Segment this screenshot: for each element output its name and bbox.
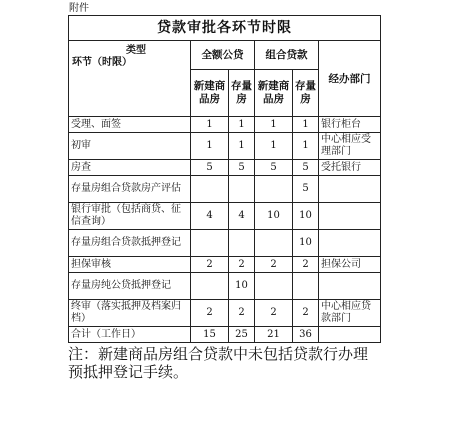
cb-existing-cell: 10 [293, 203, 319, 230]
page-title: 贷款审批各环节时限 [69, 16, 381, 41]
department-cell [319, 327, 381, 343]
pf-new-cell: 1 [191, 117, 229, 133]
table-row [69, 300, 381, 327]
cb-existing-cell: 2 [293, 300, 319, 327]
pf-existing-cell: 2 [229, 257, 255, 273]
table-row [69, 176, 381, 203]
pf-existing-cell: 10 [229, 273, 255, 300]
cb-new-cell: 1 [255, 133, 293, 160]
stage-cell: 银行审批（包括商贷、征信查询） [69, 203, 191, 230]
stage-cell: 存量房组合贷款房产评估 [69, 176, 191, 203]
cb-existing-cell: 5 [293, 176, 319, 203]
pf-existing-cell [229, 176, 255, 203]
department-cell: 担保公司 [319, 257, 381, 273]
department-cell [319, 203, 381, 230]
cb-existing-cell: 10 [293, 230, 319, 257]
table-row [69, 203, 381, 230]
table-row [69, 327, 381, 343]
header-combo-loan: 组合贷款 [255, 41, 319, 70]
pf-new-cell [191, 176, 229, 203]
table-body [69, 117, 381, 343]
cb-new-cell: 2 [255, 257, 293, 273]
stage-cell: 存量房纯公贷抵押登记 [69, 273, 191, 300]
department-cell: 受托银行 [319, 160, 381, 176]
pf-new-cell [191, 230, 229, 257]
table-row [69, 160, 381, 176]
pf-existing-cell [229, 230, 255, 257]
cb-existing-cell: 1 [293, 133, 319, 160]
stage-cell: 存量房组合贷款抵押登记 [69, 230, 191, 257]
department-cell [319, 230, 381, 257]
pf-existing-cell: 1 [229, 133, 255, 160]
stage-cell: 初审 [69, 133, 191, 160]
footnote: 注：新建商品房组合贷款中未包括贷款行办理预抵押登记手续。 [68, 345, 369, 381]
approval-time-table [68, 15, 381, 343]
pf-new-cell: 15 [191, 327, 229, 343]
stage-cell: 合计（工作日） [69, 327, 191, 343]
header-pf-new-house: 新建商品房 [191, 70, 229, 117]
cb-existing-cell [293, 273, 319, 300]
pf-existing-cell: 1 [229, 117, 255, 133]
pf-new-cell: 1 [191, 133, 229, 160]
header-stage-label: 环节（时限） [72, 57, 132, 68]
stage-cell: 终审（落实抵押及档案归档） [69, 300, 191, 327]
cb-new-cell: 21 [255, 327, 293, 343]
pf-new-cell: 5 [191, 160, 229, 176]
cb-new-cell: 5 [255, 160, 293, 176]
pf-existing-cell: 5 [229, 160, 255, 176]
table-row [69, 273, 381, 300]
pf-new-cell: 2 [191, 300, 229, 327]
header-pf-existing-house: 存量房 [229, 70, 255, 117]
table-row [69, 117, 381, 133]
header-corner-cell [69, 41, 191, 117]
stage-cell: 房查 [69, 160, 191, 176]
pf-existing-cell: 25 [229, 327, 255, 343]
cb-existing-cell: 2 [293, 257, 319, 273]
stage-cell: 担保审核 [69, 257, 191, 273]
table-row [69, 230, 381, 257]
department-cell: 中心相应贷款部门 [319, 300, 381, 327]
pf-new-cell: 4 [191, 203, 229, 230]
cb-new-cell [255, 230, 293, 257]
table-row [69, 133, 381, 160]
pf-new-cell [191, 273, 229, 300]
department-cell [319, 273, 381, 300]
department-cell: 银行柜台 [319, 117, 381, 133]
pf-existing-cell: 4 [229, 203, 255, 230]
department-cell: 中心相应受理部门 [319, 133, 381, 160]
cb-new-cell: 10 [255, 203, 293, 230]
header-department: 经办部门 [319, 41, 381, 117]
header-cb-new-house: 新建商品房 [255, 70, 293, 117]
header-cb-existing-house: 存量房 [293, 70, 319, 117]
department-cell [319, 176, 381, 203]
cb-existing-cell: 1 [293, 117, 319, 133]
cb-new-cell: 1 [255, 117, 293, 133]
header-type-label: 类型 [126, 45, 146, 56]
stage-cell: 受理、面签 [69, 117, 191, 133]
pf-existing-cell: 2 [229, 300, 255, 327]
attachment-label: 附件 [69, 3, 89, 14]
pf-new-cell: 2 [191, 257, 229, 273]
cb-new-cell [255, 273, 293, 300]
table-row [69, 257, 381, 273]
header-public-fund: 全额公贷 [191, 41, 255, 70]
cb-existing-cell: 5 [293, 160, 319, 176]
cb-new-cell [255, 176, 293, 203]
document-page [68, 3, 380, 381]
cb-new-cell: 2 [255, 300, 293, 327]
cb-existing-cell: 36 [293, 327, 319, 343]
